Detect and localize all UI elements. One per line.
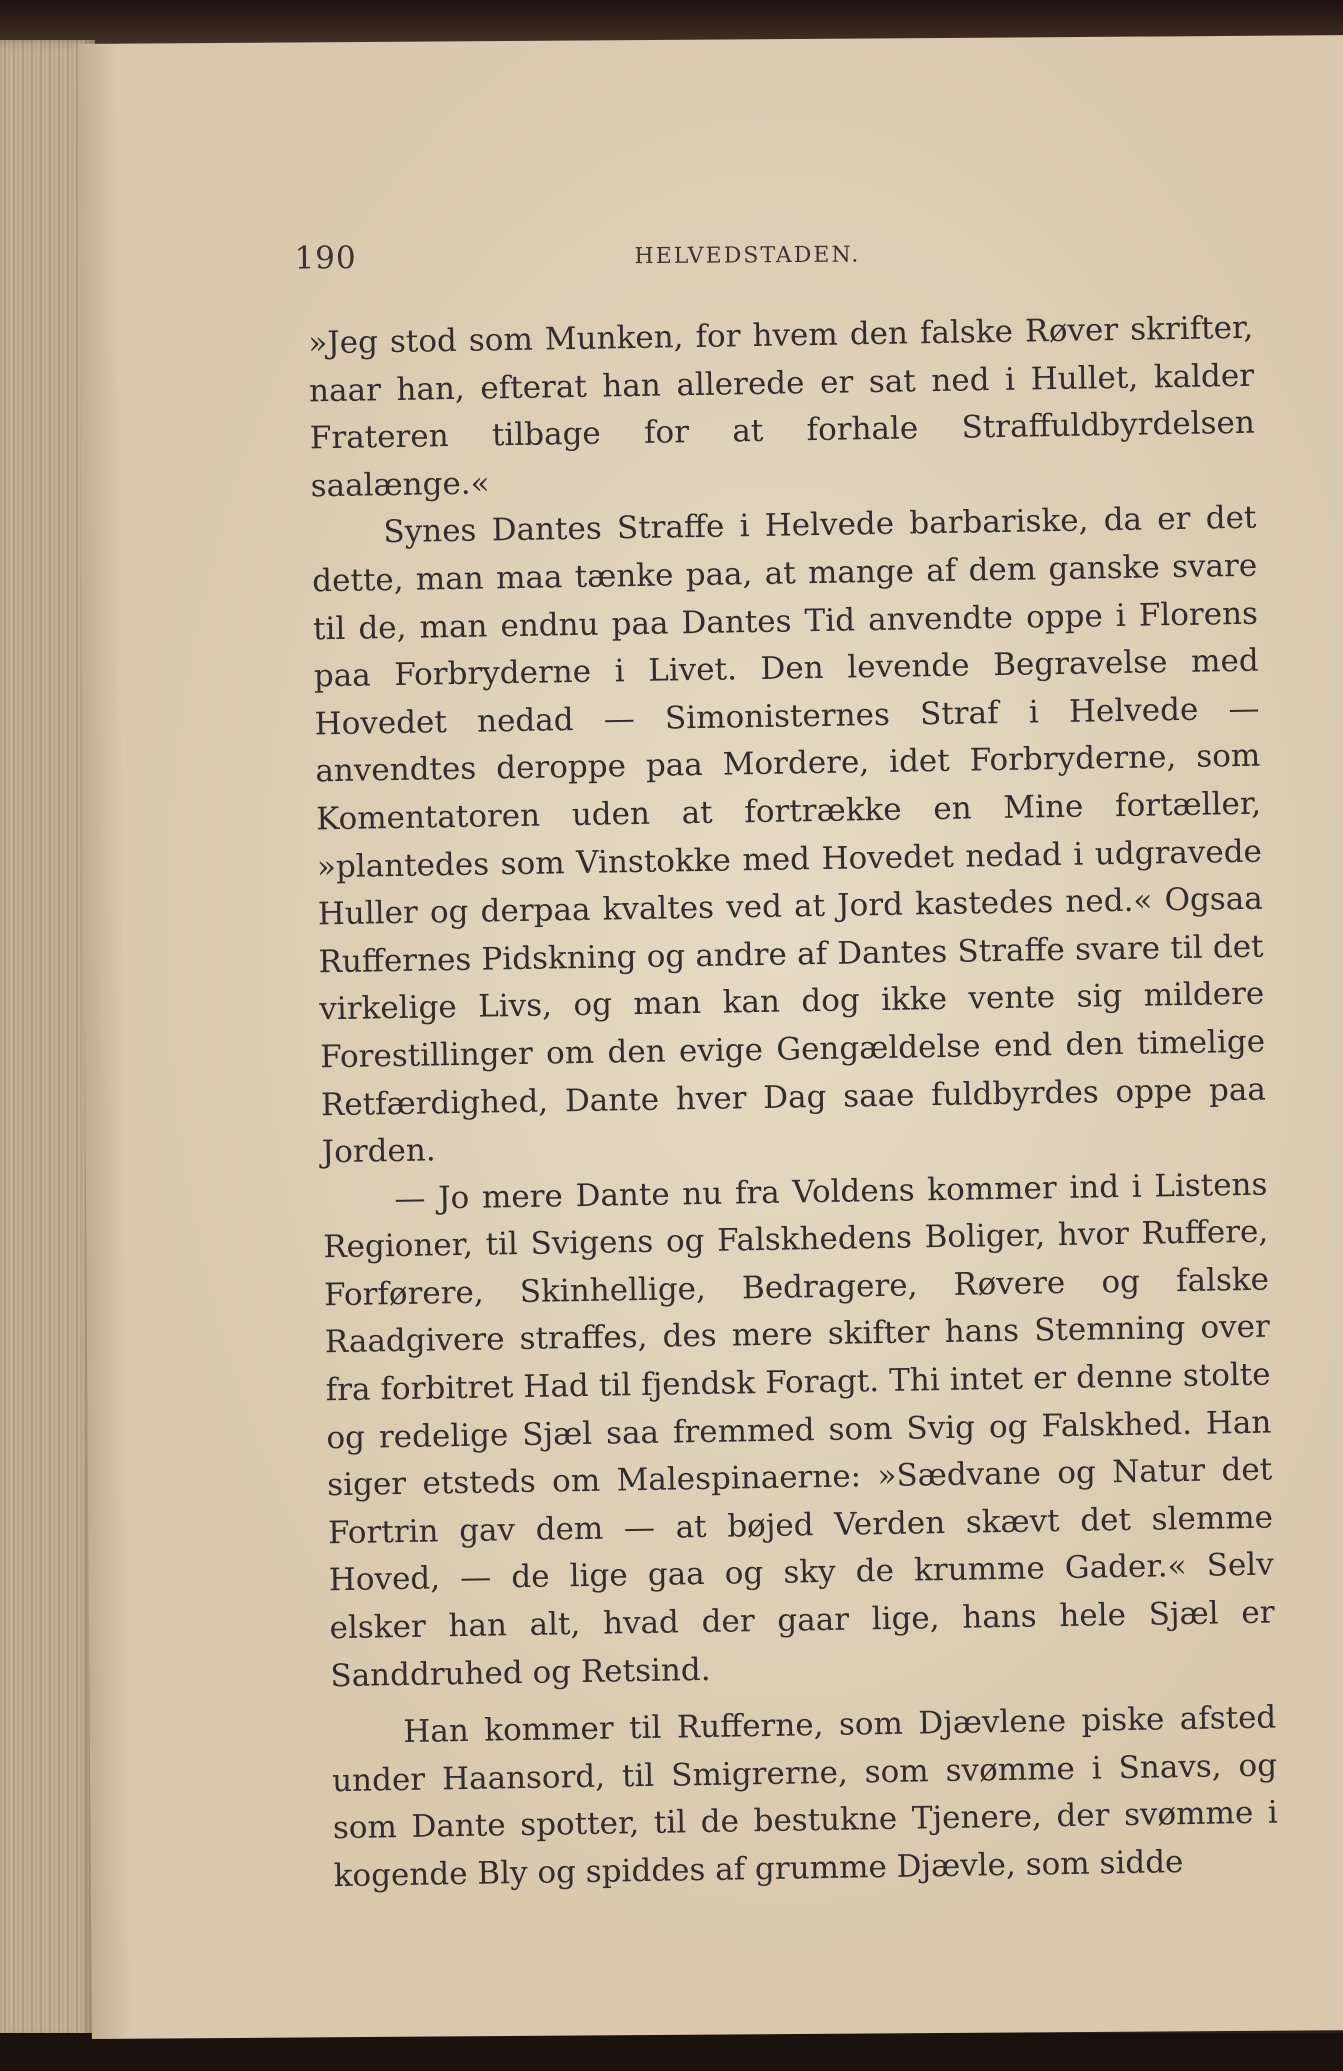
page-number: 190 bbox=[294, 240, 357, 277]
running-title: HELVEDSTADEN. bbox=[634, 242, 861, 270]
paragraph: Han kommer til Rufferne, som Djævlene piske afsted under Haansord, til Smigrerne, som svømme i Snavs, og som Dante spotter, til de bestukne Tjenere, der svømme i kogende Bly og spiddes af grumme Djævle, som sidde bbox=[331, 1699, 1279, 1895]
book-page bbox=[78, 35, 1343, 2039]
body-text bbox=[308, 305, 1279, 1901]
paragraph: — Jo mere Dante nu fra Voldens kommer ind i Listens Regioner, til Svigens og Falskhedens Boliger, hvor Ruffere, Forførere, Skinhellige, Bedragere, Røvere og falske Raadgivere straffes, des mere skifter hans Stemning over fra forbitret Had til fjendsk Foragt. Thi intet er denne stolte og redelige Sjæl saa fremmed som Svig og Falskhed. Han siger etsteds om Malespinaerne: »Sædvane og Natur det Fortrin gav dem — at bøjed Verden skævt det slemme Hoved, — de lige gaa og sky de krumme Gader.« Selv elsker han alt, hvad der gaar lige, hans hele Sjæl er Sanddruhed og Retsind. bbox=[323, 1166, 1275, 1694]
page-header bbox=[294, 236, 994, 281]
paragraph: »Jeg stod som Munken, for hvem den falske Røver skrifter, naar han, efterat han allerede er sat ned i Hullet, kalder Frateren tilbage for at forhale Straffuldbyrdelsen saalænge.« bbox=[308, 309, 1256, 505]
paragraph: Synes Dantes Straffe i Helvede barbariske, da er det dette, man maa tænke paa, at mange af dem ganske svare til de, man endnu paa Dantes Tid anvendte oppe i Florens paa Forbryderne i Livet. Den levende Begravelse med Hovedet nedad — Simonisternes Straf i Helvede — anvendtes deroppe paa Mordere, idet Forbryderne, som Komentatoren uden at fortrække en Mine fortæller, »plantedes som Vinstokke med Hovedet nedad i udgravede Huller og derpaa kvaltes ved at Jord kastedes ned.« Ogsaa Ruffernes Pidskning og andre af Dantes Straffe svare til det virkelige Livs, og man kan dog ikke vente sig mildere Forestillinger om den evige Gengældelse end den timelige Retfærdighed, Dante hver Dag saae fuldbyrdes oppe paa Jorden. bbox=[311, 500, 1267, 1171]
book-cover-bottom bbox=[0, 2033, 1343, 2071]
